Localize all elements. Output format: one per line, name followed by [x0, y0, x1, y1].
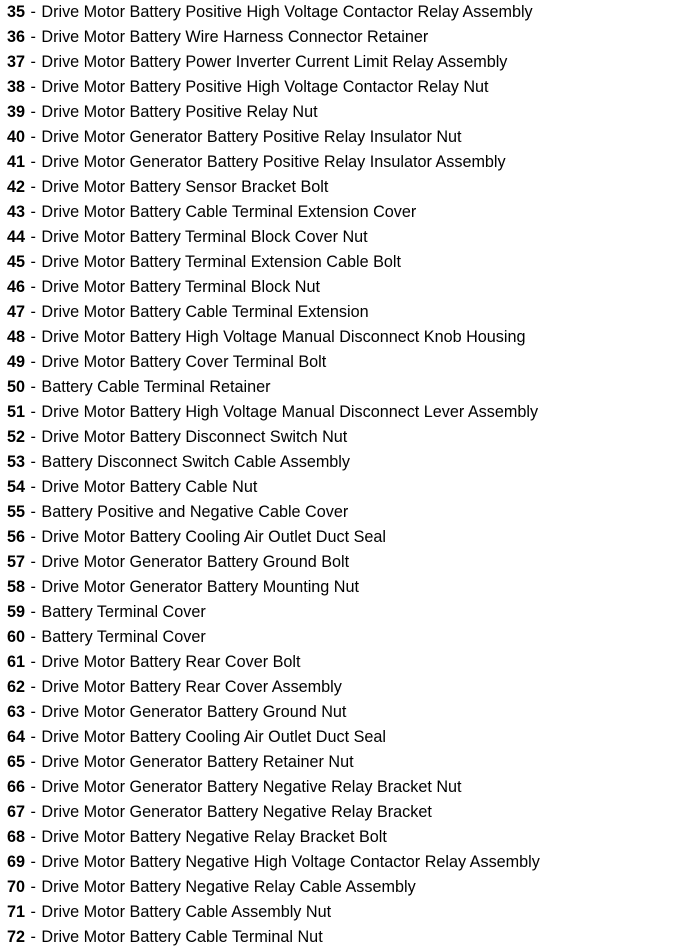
- part-separator: -: [26, 28, 41, 46]
- parts-list-item: [7, 825, 682, 850]
- part-separator: -: [26, 478, 41, 496]
- part-name: Drive Motor Generator Battery Negative Relay Bracket: [41, 803, 432, 821]
- parts-list-item: [7, 225, 682, 250]
- parts-list-item: [7, 750, 682, 775]
- part-number: 42: [7, 178, 26, 196]
- parts-list-item: [7, 75, 682, 100]
- parts-list-item: [7, 850, 682, 875]
- part-name: Drive Motor Battery Rear Cover Assembly: [41, 678, 342, 696]
- part-separator: -: [26, 103, 41, 121]
- parts-list-item: [7, 200, 682, 225]
- part-separator: -: [26, 928, 41, 946]
- part-number: 65: [7, 753, 26, 771]
- part-name: Battery Terminal Cover: [41, 603, 206, 621]
- parts-list-item: [7, 0, 682, 25]
- part-separator: -: [26, 3, 41, 21]
- parts-list-item: [7, 900, 682, 925]
- part-separator: -: [26, 303, 41, 321]
- part-separator: -: [26, 878, 41, 896]
- part-number: 50: [7, 378, 26, 396]
- part-name: Drive Motor Battery Negative Relay Bracket Bolt: [41, 828, 387, 846]
- part-number: 53: [7, 453, 26, 471]
- parts-list-item: [7, 875, 682, 900]
- part-name: Drive Motor Battery Cable Terminal Extension: [41, 303, 369, 321]
- part-name: Drive Motor Battery Cable Assembly Nut: [41, 903, 332, 921]
- part-separator: -: [26, 403, 41, 421]
- part-number: 51: [7, 403, 26, 421]
- part-number: 68: [7, 828, 26, 846]
- parts-list-item: [7, 150, 682, 175]
- part-number: 45: [7, 253, 26, 271]
- part-name: Drive Motor Battery Positive Relay Nut: [41, 103, 318, 121]
- part-number: 64: [7, 728, 26, 746]
- parts-list-item: [7, 500, 682, 525]
- parts-list-item: [7, 650, 682, 675]
- part-name: Drive Motor Battery Cable Terminal Extension Cover: [41, 203, 417, 221]
- part-name: Drive Motor Generator Battery Ground Nut: [41, 703, 347, 721]
- parts-list-item: [7, 325, 682, 350]
- part-separator: -: [26, 78, 41, 96]
- part-number: 43: [7, 203, 26, 221]
- parts-list-item: [7, 475, 682, 500]
- part-separator: -: [26, 53, 41, 71]
- part-number: 40: [7, 128, 26, 146]
- parts-list-item: [7, 675, 682, 700]
- part-separator: -: [26, 453, 41, 471]
- part-separator: -: [26, 628, 41, 646]
- part-number: 46: [7, 278, 26, 296]
- parts-list-item: [7, 425, 682, 450]
- part-separator: -: [26, 203, 41, 221]
- part-name: Drive Motor Battery Cooling Air Outlet Duct Seal: [41, 728, 386, 746]
- parts-list-item: [7, 250, 682, 275]
- part-separator: -: [26, 778, 41, 796]
- part-number: 67: [7, 803, 26, 821]
- parts-list-item: [7, 725, 682, 750]
- part-separator: -: [26, 178, 41, 196]
- parts-list-item: [7, 25, 682, 50]
- parts-list-item: [7, 125, 682, 150]
- parts-list-item: [7, 350, 682, 375]
- part-separator: -: [26, 728, 41, 746]
- part-name: Drive Motor Battery Cooling Air Outlet Duct Seal: [41, 528, 386, 546]
- parts-list-item: [7, 275, 682, 300]
- parts-list-item: [7, 450, 682, 475]
- part-name: Drive Motor Battery High Voltage Manual Disconnect Knob Housing: [41, 328, 526, 346]
- part-separator: -: [26, 428, 41, 446]
- part-name: Drive Motor Battery Negative High Voltage Contactor Relay Assembly: [41, 853, 540, 871]
- parts-list-item: [7, 175, 682, 200]
- part-separator: -: [26, 703, 41, 721]
- part-name: Drive Motor Battery Positive High Voltage Contactor Relay Assembly: [41, 3, 533, 21]
- part-number: 60: [7, 628, 26, 646]
- part-separator: -: [26, 603, 41, 621]
- part-name: Drive Motor Battery Terminal Block Cover Nut: [41, 228, 368, 246]
- part-name: Drive Motor Generator Battery Retainer Nut: [41, 753, 354, 771]
- part-separator: -: [26, 528, 41, 546]
- part-name: Drive Motor Generator Battery Positive Relay Insulator Nut: [41, 128, 462, 146]
- parts-list-item: [7, 300, 682, 325]
- part-number: 62: [7, 678, 26, 696]
- part-name: Drive Motor Battery Rear Cover Bolt: [41, 653, 301, 671]
- part-number: 71: [7, 903, 26, 921]
- part-number: 55: [7, 503, 26, 521]
- part-separator: -: [26, 278, 41, 296]
- parts-list-item: [7, 800, 682, 825]
- part-name: Drive Motor Battery High Voltage Manual Disconnect Lever Assembly: [41, 403, 539, 421]
- part-number: 35: [7, 3, 26, 21]
- part-name: Drive Motor Battery Power Inverter Current Limit Relay Assembly: [41, 53, 508, 71]
- part-number: 61: [7, 653, 26, 671]
- part-name: Battery Terminal Cover: [41, 628, 206, 646]
- part-number: 37: [7, 53, 26, 71]
- part-number: 69: [7, 853, 26, 871]
- part-name: Drive Motor Battery Wire Harness Connector Retainer: [41, 28, 429, 46]
- part-number: 44: [7, 228, 26, 246]
- part-name: Drive Motor Battery Sensor Bracket Bolt: [41, 178, 329, 196]
- parts-list-item: [7, 700, 682, 725]
- part-name: Drive Motor Battery Terminal Block Nut: [41, 278, 320, 296]
- part-number: 57: [7, 553, 26, 571]
- part-number: 63: [7, 703, 26, 721]
- part-number: 49: [7, 353, 26, 371]
- part-separator: -: [26, 578, 41, 596]
- part-name: Drive Motor Battery Negative Relay Cable Assembly: [41, 878, 416, 896]
- part-name: Drive Motor Battery Cover Terminal Bolt: [41, 353, 327, 371]
- part-separator: -: [26, 253, 41, 271]
- parts-list-item: [7, 625, 682, 650]
- part-number: 58: [7, 578, 26, 596]
- parts-list-item: [7, 100, 682, 125]
- part-separator: -: [26, 678, 41, 696]
- part-separator: -: [26, 353, 41, 371]
- part-number: 38: [7, 78, 26, 96]
- part-separator: -: [26, 903, 41, 921]
- part-name: Drive Motor Generator Battery Mounting Nut: [41, 578, 359, 596]
- part-separator: -: [26, 853, 41, 871]
- part-name: Drive Motor Battery Cable Nut: [41, 478, 258, 496]
- part-separator: -: [26, 378, 41, 396]
- part-name: Battery Positive and Negative Cable Cover: [41, 503, 349, 521]
- part-name: Drive Motor Generator Battery Positive Relay Insulator Assembly: [41, 153, 506, 171]
- part-name: Drive Motor Generator Battery Ground Bolt: [41, 553, 350, 571]
- part-number: 36: [7, 28, 26, 46]
- part-separator: -: [26, 328, 41, 346]
- part-separator: -: [26, 828, 41, 846]
- parts-list-item: [7, 50, 682, 75]
- part-separator: -: [26, 653, 41, 671]
- part-separator: -: [26, 803, 41, 821]
- part-separator: -: [26, 128, 41, 146]
- part-name: Battery Cable Terminal Retainer: [41, 378, 271, 396]
- part-number: 52: [7, 428, 26, 446]
- part-number: 54: [7, 478, 26, 496]
- part-number: 66: [7, 778, 26, 796]
- parts-list-item: [7, 400, 682, 425]
- part-number: 59: [7, 603, 26, 621]
- part-number: 47: [7, 303, 26, 321]
- part-separator: -: [26, 153, 41, 171]
- part-number: 39: [7, 103, 26, 121]
- part-name: Battery Disconnect Switch Cable Assembly: [41, 453, 350, 471]
- parts-list-item: [7, 925, 682, 950]
- part-name: Drive Motor Battery Terminal Extension Cable Bolt: [41, 253, 401, 271]
- part-separator: -: [26, 553, 41, 571]
- parts-list-item: [7, 775, 682, 800]
- part-separator: -: [26, 503, 41, 521]
- part-name: Drive Motor Generator Battery Negative Relay Bracket Nut: [41, 778, 462, 796]
- part-number: 56: [7, 528, 26, 546]
- part-name: Drive Motor Battery Disconnect Switch Nut: [41, 428, 348, 446]
- parts-list-item: [7, 600, 682, 625]
- part-number: 41: [7, 153, 26, 171]
- part-name: Drive Motor Battery Positive High Voltage Contactor Relay Nut: [41, 78, 489, 96]
- part-separator: -: [26, 753, 41, 771]
- parts-list-item: [7, 375, 682, 400]
- part-number: 70: [7, 878, 26, 896]
- parts-list-item: [7, 525, 682, 550]
- part-number: 72: [7, 928, 26, 946]
- parts-list-item: [7, 575, 682, 600]
- part-number: 48: [7, 328, 26, 346]
- parts-list-item: [7, 550, 682, 575]
- part-name: Drive Motor Battery Cable Terminal Nut: [41, 928, 323, 946]
- part-separator: -: [26, 228, 41, 246]
